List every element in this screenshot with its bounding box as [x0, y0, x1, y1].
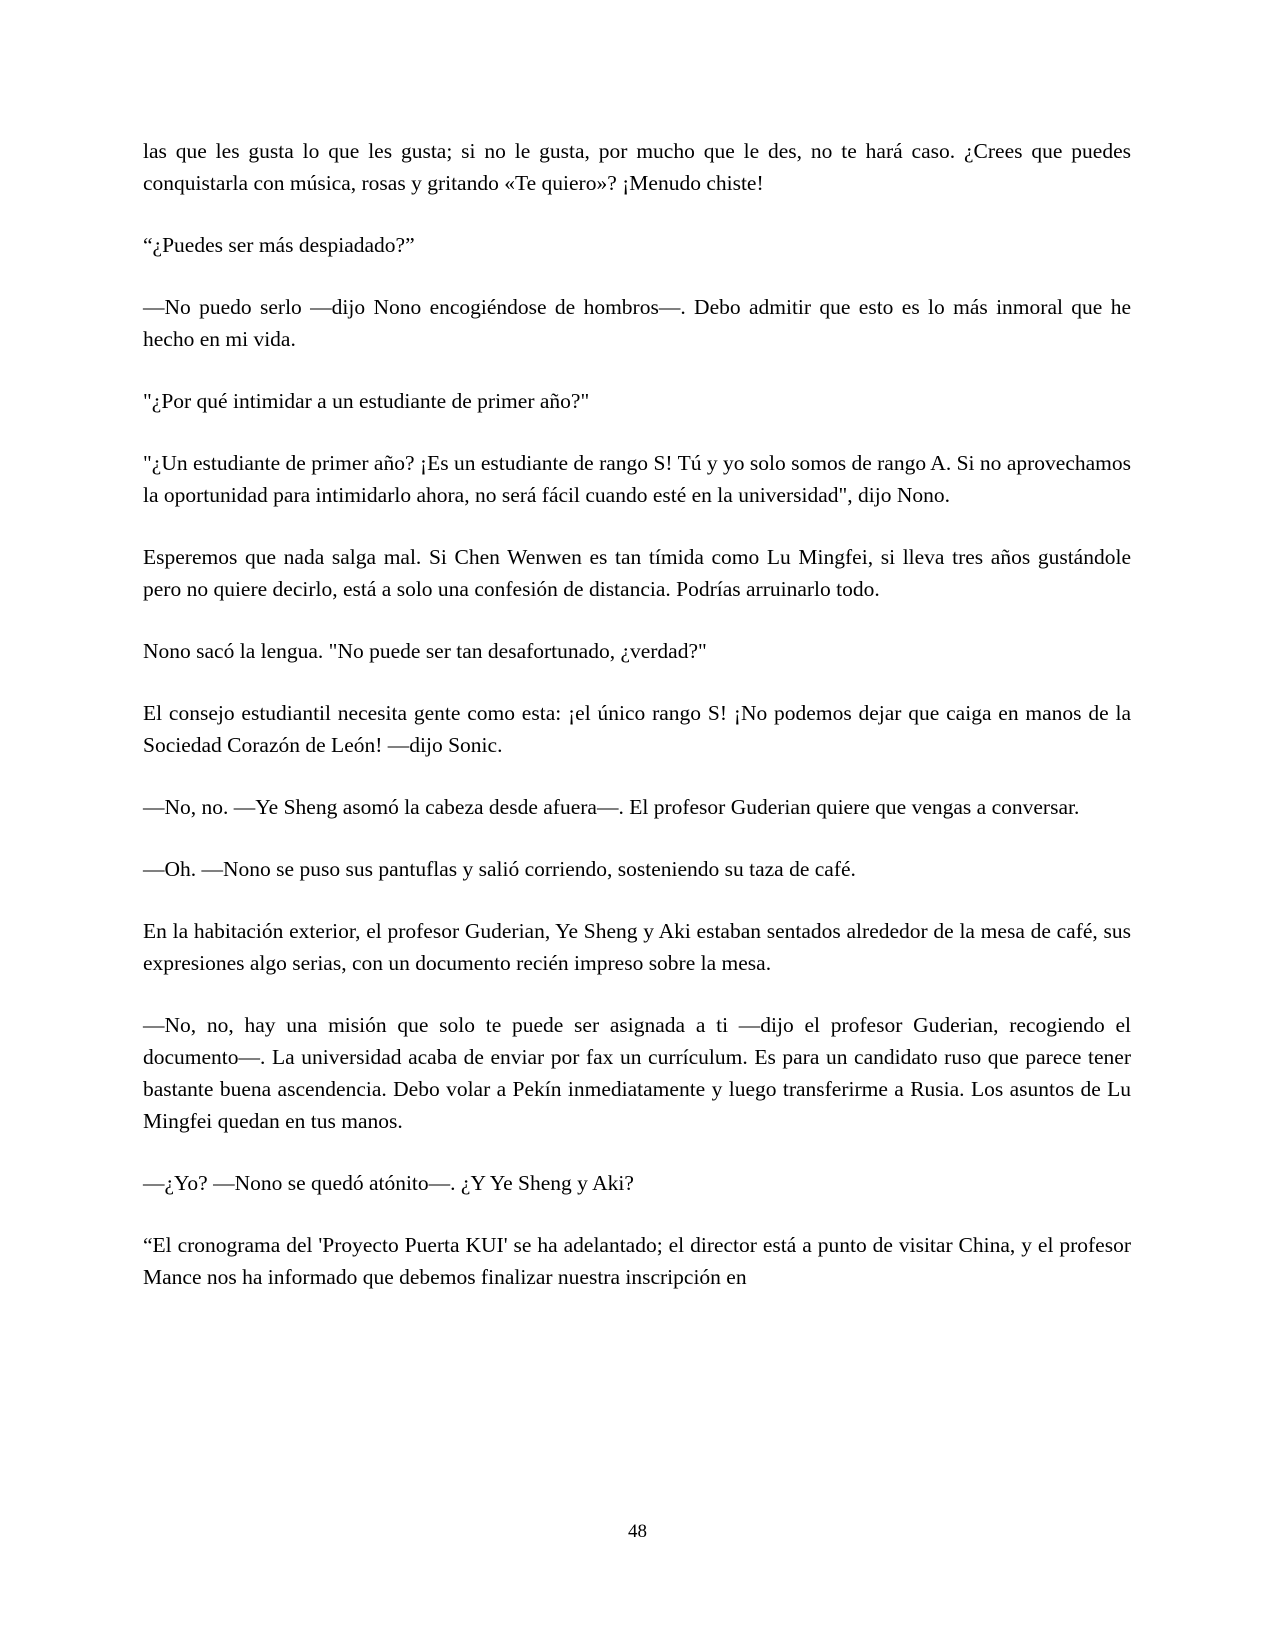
- paragraph: —No, no, hay una misión que solo te puede ser asignada a ti —dijo el profesor Guderian, recogiendo el documento—. La universidad acaba de enviar por fax un currículum. Es para un candidato ruso que parece tener bastante buena ascendencia. Debo volar a Pekín inmediatamente y luego transferirme a Rusia. Los asuntos de Lu Mingfei quedan en tus manos.: [143, 1013, 1131, 1133]
- paragraph: —¿Yo? —Nono se quedó atónito—. ¿Y Ye Sheng y Aki?: [143, 1171, 634, 1195]
- paragraph: —No, no. —Ye Sheng asomó la cabeza desde afuera—. El profesor Guderian quiere que vengas a conversar.: [143, 795, 1080, 819]
- paragraph: "¿Por qué intimidar a un estudiante de primer año?": [143, 389, 590, 413]
- paragraph: Esperemos que nada salga mal. Si Chen Wenwen es tan tímida como Lu Mingfei, si lleva tres años gustándole pero no quiere decirlo, está a solo una confesión de distancia. Podrías arruinarlo todo.: [143, 545, 1131, 601]
- paragraph: “¿Puedes ser más despiadado?”: [143, 233, 415, 257]
- page-number: 48: [628, 1521, 647, 1542]
- page-body-text: [143, 135, 1131, 1293]
- paragraph: —Oh. —Nono se puso sus pantuflas y salió corriendo, sosteniendo su taza de café.: [143, 857, 856, 881]
- paragraph: —No puedo serlo —dijo Nono encogiéndose de hombros—. Debo admitir que esto es lo más inmoral que he hecho en mi vida.: [143, 295, 1131, 351]
- paragraph: Nono sacó la lengua. "No puede ser tan desafortunado, ¿verdad?": [143, 639, 707, 663]
- paragraph: “El cronograma del 'Proyecto Puerta KUI' se ha adelantado; el director está a punto de visitar China, y el profesor Mance nos ha informado que debemos finalizar nuestra inscripción en: [143, 1233, 1131, 1289]
- paragraph: "¿Un estudiante de primer año? ¡Es un estudiante de rango S! Tú y yo solo somos de rango A. Si no aprovechamos la oportunidad para intimidarlo ahora, no será fácil cuando esté en la universidad", dijo Nono.: [143, 451, 1131, 507]
- paragraph: El consejo estudiantil necesita gente como esta: ¡el único rango S! ¡No podemos dejar que caiga en manos de la Sociedad Corazón de León! —dijo Sonic.: [143, 701, 1131, 757]
- paragraph: En la habitación exterior, el profesor Guderian, Ye Sheng y Aki estaban sentados alrededor de la mesa de café, sus expresiones algo serias, con un documento recién impreso sobre la mesa.: [143, 919, 1131, 975]
- paragraph: las que les gusta lo que les gusta; si no le gusta, por mucho que le des, no te hará caso. ¿Crees que puedes conquistarla con música, rosas y gritando «Te quiero»? ¡Menudo chiste!: [143, 139, 1131, 195]
